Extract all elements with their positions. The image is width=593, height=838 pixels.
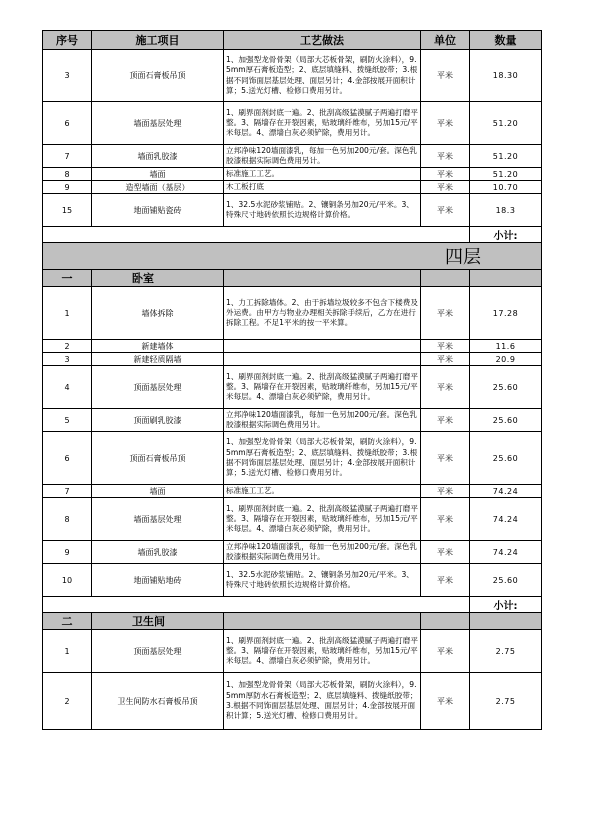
group-a-rows — [43, 50, 542, 227]
table-row — [43, 541, 542, 564]
row-no: 4 — [43, 366, 92, 409]
row-process: 1、刷界面剂封底一遍。2、批刮高级猛漠腻子两遍打磨平整。3、隔墙存在开裂因素，贴玻璃纤维布，另加15元/平米每层。4、漂墙白灰必须铲除，费用另计。 — [224, 630, 421, 673]
row-qty: 25.60 — [470, 366, 542, 409]
row-process: 标准施工工艺。 — [224, 168, 421, 181]
row-qty: 74.24 — [470, 498, 542, 541]
row-no: 2 — [43, 340, 92, 353]
table-row — [43, 181, 542, 194]
subtotal-label: 小计: — [470, 597, 542, 613]
subtotal-row — [43, 597, 542, 613]
section-row-bathroom — [43, 613, 542, 630]
section-no: 一 — [43, 270, 92, 287]
row-process: 1、刷界面剂封底一遍。2、批刮高级猛漠腻子两遍打磨平整。3、隔墙存在开裂因素，贴玻璃纤维布，另加15元/平米每层。4、漂墙白灰必须铲除，费用另计。 — [224, 498, 421, 541]
table-row — [43, 353, 542, 366]
row-item: 顶面刷乳胶漆 — [92, 409, 224, 432]
row-qty: 74.24 — [470, 541, 542, 564]
row-item: 墙面乳胶漆 — [92, 145, 224, 168]
row-no: 15 — [43, 194, 92, 227]
table-row — [43, 168, 542, 181]
row-unit: 平米 — [421, 366, 470, 409]
row-item: 墙体拆除 — [92, 287, 224, 340]
group-b-rows — [43, 287, 542, 597]
row-no: 1 — [43, 630, 92, 673]
row-qty: 11.6 — [470, 340, 542, 353]
row-unit: 平米 — [421, 432, 470, 485]
row-unit: 平米 — [421, 168, 470, 181]
row-no: 3 — [43, 50, 92, 102]
row-no: 10 — [43, 564, 92, 597]
row-qty: 10.70 — [470, 181, 542, 194]
row-process: 1、加强型龙骨骨架（局部大芯板骨架，刷防火涂料），9.5mm厚石膏板造型；2、底层填缝料、拨缝纸胶带；3.根据不同饰面层基层处理、面层另计；4.金部按展开面积计算；5.送光灯槽、检修口费用另计。 — [224, 50, 421, 102]
section-no: 二 — [43, 613, 92, 630]
row-qty: 17.28 — [470, 287, 542, 340]
group-c-rows — [43, 630, 542, 730]
row-process: 1、加强型龙骨骨架（局部大芯板骨架，刷防火涂料），9.5mm厚防水石膏板造型；2、底层填缝料、拨缝纸胶带；3.根据不同饰面层基层处理、面层另计；4.金部按展开面积计算；5.送光灯槽、检修口费用另计。 — [224, 673, 421, 730]
quote-table — [42, 30, 542, 730]
row-no: 1 — [43, 287, 92, 340]
section-name: 卧室 — [92, 270, 224, 287]
table-row — [43, 50, 542, 102]
row-qty: 2.75 — [470, 673, 542, 730]
row-no: 3 — [43, 353, 92, 366]
row-unit: 平米 — [421, 541, 470, 564]
row-qty: 51.20 — [470, 102, 542, 145]
table-row — [43, 409, 542, 432]
header-item: 施工项目 — [92, 31, 224, 50]
header-qty: 数量 — [470, 31, 542, 50]
row-item: 地面铺贴地砖 — [92, 564, 224, 597]
header-process: 工艺做法 — [224, 31, 421, 50]
row-unit: 平米 — [421, 50, 470, 102]
table-row — [43, 432, 542, 485]
row-process: 木工板打底 — [224, 181, 421, 194]
row-qty: 25.60 — [470, 564, 542, 597]
row-process: 立邦净味120墙面漆乳，每加一色另加200元/套。深色乳胶漆根据实际调色费用另计。 — [224, 541, 421, 564]
table-row — [43, 564, 542, 597]
table-row — [43, 102, 542, 145]
row-qty: 25.60 — [470, 432, 542, 485]
row-item: 顶面基层处理 — [92, 366, 224, 409]
row-no: 6 — [43, 102, 92, 145]
row-item: 卫生间防水石膏板吊顶 — [92, 673, 224, 730]
row-no: 5 — [43, 409, 92, 432]
row-no: 7 — [43, 485, 92, 498]
row-no: 9 — [43, 541, 92, 564]
row-no: 6 — [43, 432, 92, 485]
row-qty: 51.20 — [470, 145, 542, 168]
row-item: 墙面基层处理 — [92, 102, 224, 145]
table-row — [43, 287, 542, 340]
table-row — [43, 673, 542, 730]
table-row — [43, 630, 542, 673]
row-process: 标准施工工艺。 — [224, 485, 421, 498]
row-process: 1、32.5水泥砂浆铺贴。2、镶铜条另加20元/平米。3、特殊尺寸地砖依照长边规格计算价格。 — [224, 194, 421, 227]
row-unit: 平米 — [421, 194, 470, 227]
row-qty: 74.24 — [470, 485, 542, 498]
row-unit: 平米 — [421, 673, 470, 730]
row-item: 顶面基层处理 — [92, 630, 224, 673]
row-item: 地面铺贴瓷砖 — [92, 194, 224, 227]
row-qty: 2.75 — [470, 630, 542, 673]
row-qty: 20.9 — [470, 353, 542, 366]
header-unit: 单位 — [421, 31, 470, 50]
row-unit: 平米 — [421, 353, 470, 366]
row-unit: 平米 — [421, 340, 470, 353]
header-row — [43, 31, 542, 50]
row-item: 墙面 — [92, 485, 224, 498]
row-no: 8 — [43, 168, 92, 181]
row-unit: 平米 — [421, 630, 470, 673]
table-row — [43, 194, 542, 227]
row-item: 墙面基层处理 — [92, 498, 224, 541]
row-process: 立邦净味120墙面漆乳，每加一色另加200元/套。深色乳胶漆根据实际调色费用另计。 — [224, 145, 421, 168]
row-unit: 平米 — [421, 409, 470, 432]
row-process: 1、力工拆除墙体。2、由于拆墙垃圾较多不包含下楼费及外运费。由甲方与物业办理相关拆除手续后，乙方在进行拆除工程。不足1平米的按一平米算。 — [224, 287, 421, 340]
row-no: 7 — [43, 145, 92, 168]
section-row-bedroom — [43, 270, 542, 287]
row-no: 9 — [43, 181, 92, 194]
row-process: 立邦净味120墙面漆乳，每加一色另加200元/套。深色乳胶漆根据实际调色费用另计。 — [224, 409, 421, 432]
row-process: 1、刷界面剂封底一遍。2、批刮高级猛漠腻子两遍打磨平整。3、隔墙存在开裂因素，贴玻璃纤维布，另加15元/平米每层。4、漂墙白灰必须铲除，费用另计。 — [224, 366, 421, 409]
row-qty: 18.3 — [470, 194, 542, 227]
row-unit: 平米 — [421, 181, 470, 194]
row-no: 2 — [43, 673, 92, 730]
row-item: 墙面 — [92, 168, 224, 181]
subtotal-row — [43, 227, 542, 243]
row-item: 墙面乳胶漆 — [92, 541, 224, 564]
section-name: 卫生间 — [92, 613, 224, 630]
row-unit: 平米 — [421, 485, 470, 498]
row-item: 顶面石膏板吊顶 — [92, 50, 224, 102]
row-process — [224, 353, 421, 366]
row-process: 1、32.5水泥砂浆铺贴。2、镶铜条另加20元/平米。3、特殊尺寸地砖依照长边规格计算价格。 — [224, 564, 421, 597]
row-process: 1、刷界面剂封底一遍。2、批刮高级猛漠腻子两遍打磨平整。3、隔墙存在开裂因素，贴玻璃纤维布，另加15元/平米每层。4、漂墙白灰必须铲除，费用另计。 — [224, 102, 421, 145]
floor-title: 四层 — [43, 243, 542, 270]
table-row — [43, 485, 542, 498]
row-unit: 平米 — [421, 287, 470, 340]
table-row — [43, 366, 542, 409]
table-row — [43, 498, 542, 541]
row-process: 1、加强型龙骨骨架（局部大芯板骨架，刷防火涂料），9.5mm厚石膏板造型；2、底层填缝料、拨缝纸胶带；3.根据不同饰面层基层处理、面层另计；4.金部按展开面积计算；5.送光灯槽、检修口费用另计。 — [224, 432, 421, 485]
row-unit: 平米 — [421, 145, 470, 168]
row-unit: 平米 — [421, 498, 470, 541]
row-no: 8 — [43, 498, 92, 541]
row-item: 造型墙面（基层） — [92, 181, 224, 194]
table-row — [43, 145, 542, 168]
row-item: 新建轻质隔墙 — [92, 353, 224, 366]
row-process — [224, 340, 421, 353]
row-item: 新建墙体 — [92, 340, 224, 353]
row-unit: 平米 — [421, 564, 470, 597]
row-unit: 平米 — [421, 102, 470, 145]
header-no: 序号 — [43, 31, 92, 50]
table-row — [43, 340, 542, 353]
row-qty: 18.30 — [470, 50, 542, 102]
row-qty: 25.60 — [470, 409, 542, 432]
row-qty: 51.20 — [470, 168, 542, 181]
floor-row — [43, 243, 542, 270]
row-item: 顶面石膏板吊顶 — [92, 432, 224, 485]
subtotal-label: 小计: — [470, 227, 542, 243]
